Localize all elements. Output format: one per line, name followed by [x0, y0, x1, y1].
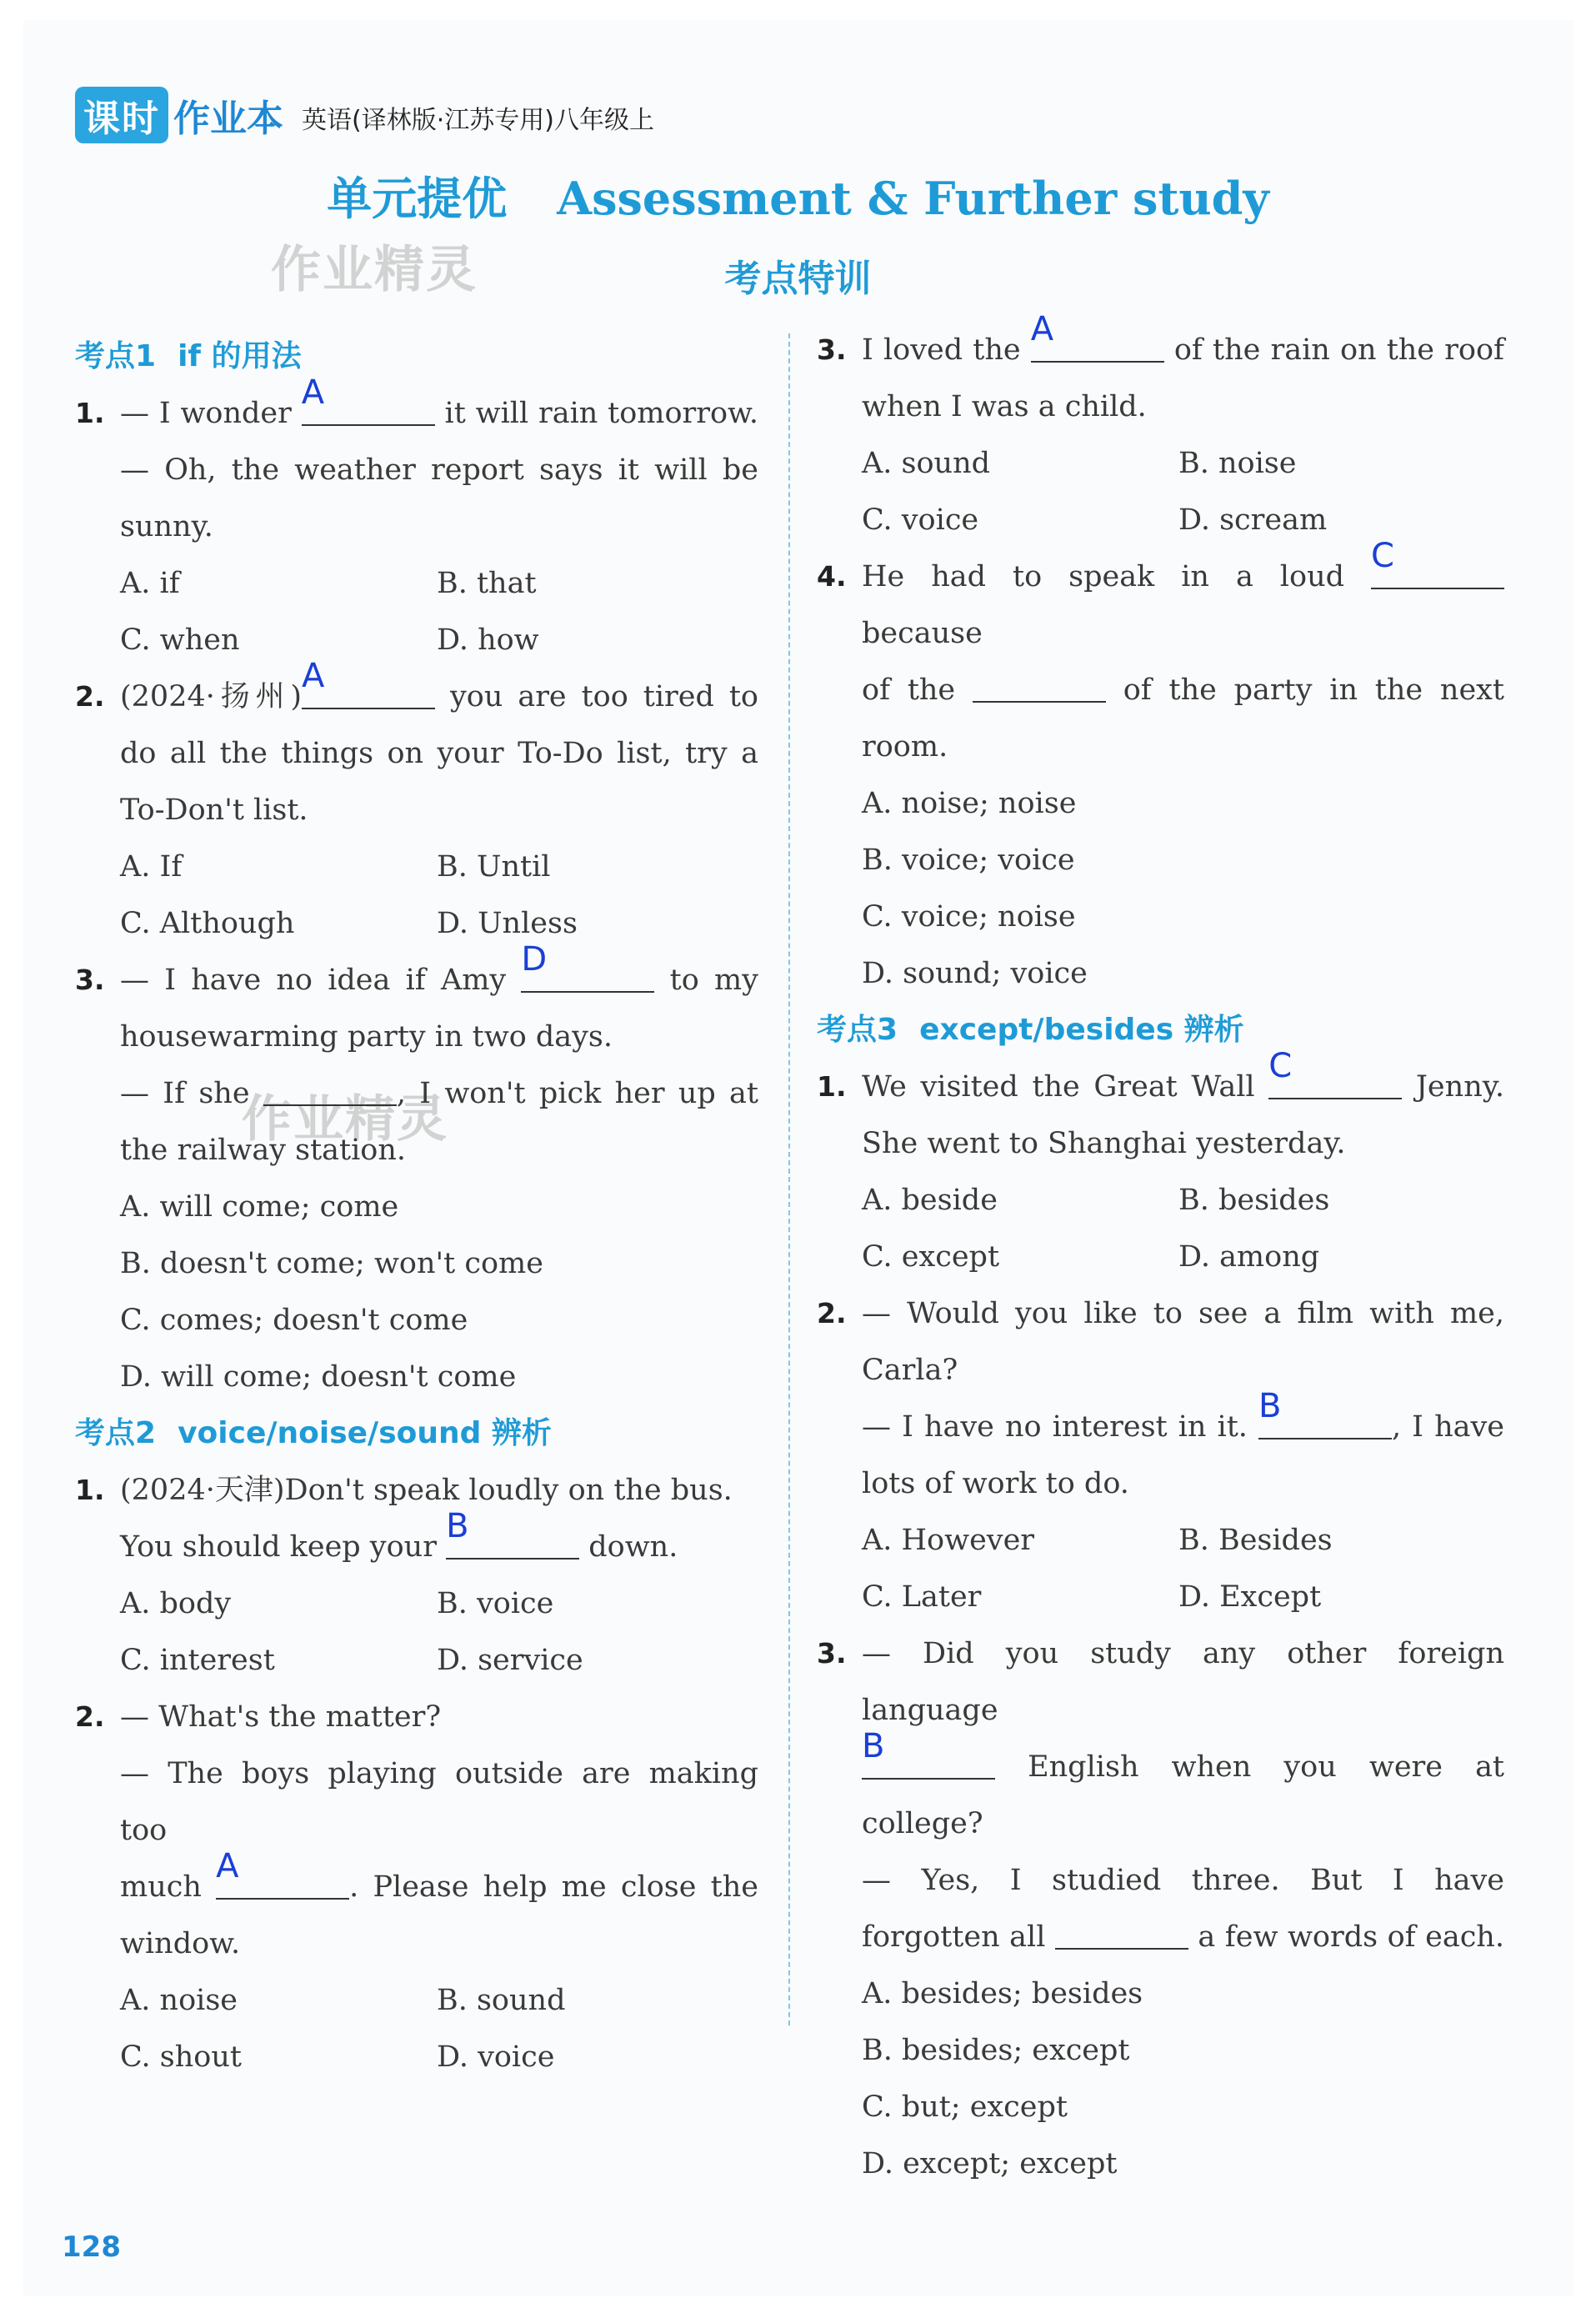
option[interactable]: B. doesn't come; won't come	[120, 1247, 543, 1280]
question: 1. (2024·天津)Don't speak loudly on the bus.	[75, 1474, 733, 1507]
answer-blank[interactable]	[216, 1847, 349, 1900]
options-row	[817, 1229, 1504, 1285]
answer: B	[446, 1507, 469, 1545]
option[interactable]: C. shout	[120, 2040, 242, 2074]
option[interactable]: C. voice	[862, 503, 979, 537]
option[interactable]: D. Unless	[437, 907, 578, 940]
answer: A	[1030, 310, 1054, 348]
answer-blank[interactable]	[1268, 1047, 1402, 1099]
brand-logo: 课时	[75, 87, 168, 143]
option[interactable]: B. that	[437, 567, 537, 600]
answer-blank[interactable]	[1030, 310, 1164, 363]
options-row	[817, 1569, 1504, 1625]
option[interactable]: B. voice	[437, 1587, 554, 1620]
watermark: 作业精灵	[271, 241, 478, 299]
question: 1. We visited the Great Wall C Jenny.	[817, 1047, 1504, 1104]
option[interactable]: A. if	[120, 567, 180, 600]
option[interactable]: B. voice; voice	[862, 844, 1075, 877]
right-column: 3. I loved the A of the rain on the roof when I was a child. A. sound B. noise C. voice D. scream 4. He had to speak in a loud C because of the of the party in the next room. A. noise; noise B. voice; voice C. voice; noise D. sound; voice 考点3 except/besides 辨析 1. We visited the Great Wall C Jenny. She went to Shanghai yesterday. A. beside B. besides C. except D. among 2. — Would you like to see a film with me, Carla? — I have no interest in it. B , I have lots of work to do. A. However B. Besides C. Later D. Except 3. — Did you study any other foreign language B English when you were at college? — Yes, I studied three. But I have forgotten all a few words of each. A. besides; besides B. besides; except C. but; except D. except; except	[817, 322, 1504, 2192]
option[interactable]: B. noise	[1178, 447, 1297, 480]
unit-title-en: Assessment & Further study	[557, 172, 1269, 225]
watermark: 作业精灵	[242, 1090, 448, 1149]
question: 3. — Did you study any other foreign language	[817, 1637, 1504, 1727]
options-row	[75, 2029, 758, 2085]
question: 3. — I have no idea if Amy D to my	[75, 940, 758, 997]
page-number: 128	[62, 2230, 121, 2264]
options-row	[75, 1972, 758, 2029]
answer-blank[interactable]	[301, 373, 435, 426]
option[interactable]: C. comes; doesn't come	[120, 1304, 468, 1337]
question: 1. — I wonder A it will rain tomorrow.	[75, 373, 758, 430]
answer-blank[interactable]	[1371, 537, 1504, 589]
options-row	[75, 555, 758, 612]
option[interactable]: B. besides; except	[862, 2034, 1130, 2067]
option[interactable]: C. but; except	[862, 2090, 1068, 2124]
option[interactable]: B. Besides	[1178, 1524, 1333, 1557]
option[interactable]: C. Later	[862, 1580, 982, 1614]
option[interactable]: A. beside	[862, 1184, 998, 1217]
answer-blank[interactable]	[973, 668, 1106, 703]
answer: D	[521, 940, 548, 979]
unit-title	[0, 163, 1596, 228]
answer-blank[interactable]	[263, 1071, 397, 1106]
option[interactable]: C. interest	[120, 1644, 275, 1677]
answer-blank[interactable]	[302, 657, 435, 709]
options-row	[75, 1575, 758, 1632]
answer: B	[862, 1727, 885, 1765]
option[interactable]: D. scream	[1178, 503, 1328, 537]
options-row	[75, 1632, 758, 1689]
section-heading: 考点2 voice/noise/sound 辨析	[75, 1416, 552, 1450]
question: 2. — What's the matter?	[75, 1700, 442, 1734]
answer-blank[interactable]	[1055, 1915, 1188, 1950]
answer-blank[interactable]	[446, 1507, 579, 1560]
question: 3. I loved the A of the rain on the roof	[817, 310, 1504, 367]
option[interactable]: C. voice; noise	[862, 900, 1076, 934]
options-row	[817, 1512, 1504, 1569]
options-row	[817, 1172, 1504, 1229]
answer: C	[1268, 1047, 1293, 1085]
option[interactable]: B. Until	[437, 850, 551, 884]
option[interactable]: C. except	[862, 1240, 1000, 1274]
question: 2. — Would you like to see a film with me,	[817, 1297, 1504, 1330]
answer-blank[interactable]	[1258, 1387, 1392, 1439]
question: 4. He had to speak in a loud C because	[817, 548, 1504, 662]
option[interactable]: A. sound	[862, 447, 991, 480]
section-title: 考点特训	[724, 258, 872, 300]
answer: B	[1258, 1387, 1282, 1425]
option[interactable]: A. If	[120, 850, 183, 884]
options-row	[75, 895, 758, 952]
option[interactable]: D. sound; voice	[862, 957, 1088, 990]
option[interactable]: D. Except	[1178, 1580, 1322, 1614]
options-row	[75, 612, 758, 668]
option[interactable]: D. service	[437, 1644, 583, 1677]
section-heading: 考点1 if 的用法	[75, 339, 302, 373]
option[interactable]: A. noise	[120, 1984, 238, 2017]
answer: A	[302, 657, 325, 695]
options-row	[817, 435, 1504, 492]
option[interactable]: D. except; except	[862, 2147, 1118, 2180]
answer: A	[301, 373, 325, 412]
unit-title-cn: 单元提优	[327, 173, 508, 225]
option[interactable]: D. among	[1178, 1240, 1320, 1274]
answer: A	[216, 1847, 239, 1885]
option[interactable]: D. how	[437, 623, 539, 657]
book-brand	[75, 90, 654, 140]
option[interactable]: A. will come; come	[120, 1190, 399, 1224]
answer-blank[interactable]	[862, 1727, 995, 1780]
options-row	[817, 492, 1504, 548]
question: 2. (2024·扬州) A you are too tired to	[75, 657, 758, 713]
option[interactable]: D. will come; doesn't come	[120, 1360, 517, 1394]
option[interactable]: A. body	[120, 1587, 232, 1620]
option[interactable]: C. when	[120, 623, 240, 657]
brand-name: 作业本	[173, 98, 283, 140]
section-heading: 考点3 except/besides 辨析	[817, 1013, 1244, 1047]
option[interactable]: A. However	[862, 1524, 1035, 1557]
option[interactable]: B. besides	[1178, 1184, 1330, 1217]
option[interactable]: D. voice	[437, 2040, 555, 2074]
column-divider	[788, 333, 790, 2025]
option[interactable]: A. besides; besides	[862, 1977, 1143, 2010]
left-column: 考点1 if 的用法 1. — I wonder A it will rain tomorrow. — Oh, the weather report says it will be sunny. A. if B. that C. when D. how 2. (2024·扬州) A you are too tired to do all the things on your To-Do list, try a To-Don't list. A. If B. Until C. Although D. Unless 3. — I have no idea if Amy D to my housewarming party in two days. — If she , I won't pick her up at the railway station. A. will come; come B. doesn't come; won't come C. comes; doesn't come D. will come; doesn't come 考点2 voice/noise/sound 辨析 1. (2024·天津)Don't speak loudly on the bus. You should keep your B down. A. body B. voice C. interest D. service 2. — What's the matter? — The boys playing outside are making too much A . Please help me close the window. A. noise B. sound C. shout D. voice	[75, 328, 758, 2085]
answer-blank[interactable]	[521, 940, 654, 993]
options-row	[75, 839, 758, 895]
option[interactable]: B. sound	[437, 1984, 566, 2017]
answer: C	[1371, 537, 1394, 575]
book-subtitle: 英语(译林版·江苏专用)八年级上	[302, 106, 654, 135]
option[interactable]: A. noise; noise	[862, 787, 1077, 820]
option[interactable]: C. Although	[120, 907, 295, 940]
